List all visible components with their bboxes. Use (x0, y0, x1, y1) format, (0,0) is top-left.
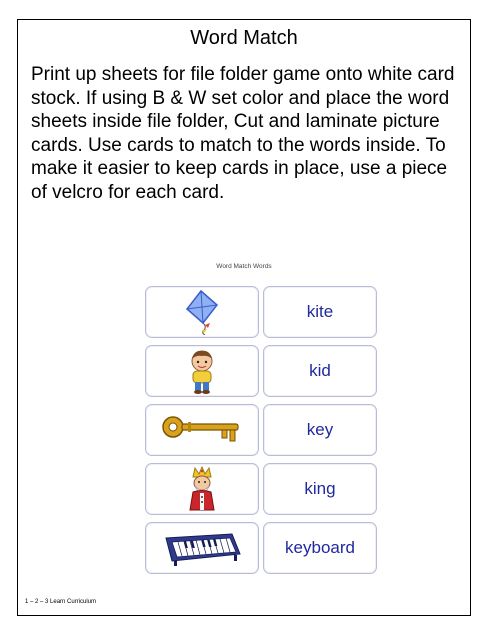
word-card-kite (263, 286, 377, 338)
footer-credit: 1 – 2 – 3 Learn Curriculum (25, 599, 97, 605)
word-card-keyboard (263, 522, 377, 574)
king-icon (182, 466, 222, 512)
keyboard-icon (160, 528, 244, 568)
word-label: king (304, 479, 336, 498)
picture-card-kite (145, 286, 259, 338)
word-label: key (306, 420, 334, 439)
picture-card-keyboard (145, 522, 259, 574)
word-label: keyboard (285, 538, 355, 557)
word-card-king (263, 463, 377, 515)
word-card-kid (263, 345, 377, 397)
page-frame (17, 19, 471, 616)
word-card-key (263, 404, 377, 456)
picture-card-king (145, 463, 259, 515)
word-label: kid (309, 361, 331, 380)
sheet-heading: Word Match Words (216, 263, 272, 270)
picture-card-kid (145, 345, 259, 397)
key-icon (160, 413, 244, 447)
kite-icon (179, 289, 225, 335)
picture-card-key (145, 404, 259, 456)
instructions-text: Print up sheets for file folder game onto white card stock. If using B & W set color and place the word sheets inside file folder, Cut and laminate picture cards. Use cards to match to the words inside. To make it easier to keep cards in place, use a piece of velcro for each card. (31, 64, 455, 203)
word-label: kite (306, 302, 334, 321)
kid-icon (182, 348, 222, 394)
page-title: Word Match (190, 27, 298, 49)
